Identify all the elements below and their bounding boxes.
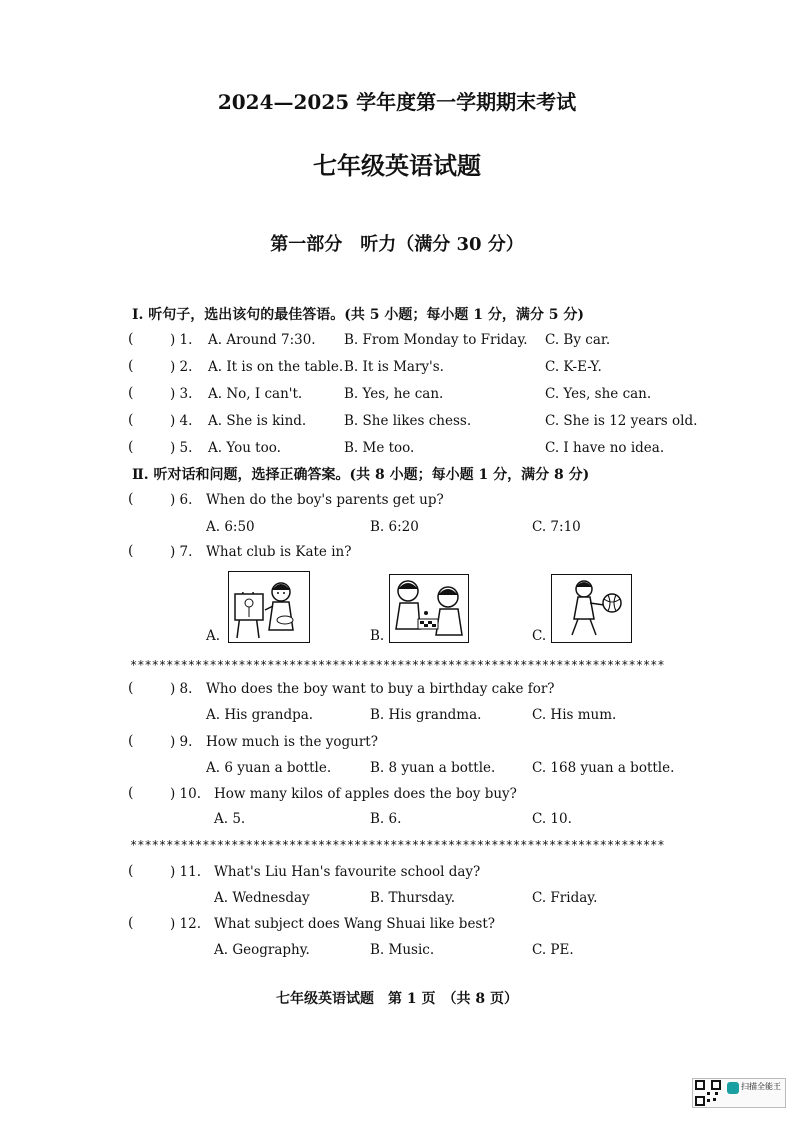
question-number: ) 1. — [170, 332, 193, 348]
question-text: When do the boy's parents get up? — [206, 492, 444, 508]
option-b: B. Yes, he can. — [344, 386, 444, 402]
volleyball-girl-icon — [552, 575, 631, 642]
option-a: A. Wednesday — [214, 890, 310, 906]
painting-club-picture — [228, 571, 310, 643]
question-text: Who does the boy want to buy a birthday cake for? — [206, 681, 555, 697]
option-b: B. 6:20 — [370, 519, 419, 535]
answer-blank[interactable]: ( — [128, 543, 134, 559]
chess-players-icon — [390, 575, 468, 642]
answer-blank[interactable]: ( — [128, 412, 134, 428]
answer-blank[interactable]: ( — [128, 358, 134, 374]
question-text: How many kilos of apples does the boy buy? — [214, 786, 517, 802]
section2-title: Ⅱ. 听对话和问题，选择正确答案。(共 8 小题；每小题 1 分，满分 8 分) — [132, 467, 590, 483]
option-c: C. K-E-Y. — [545, 359, 602, 375]
answer-blank[interactable]: ( — [128, 733, 134, 749]
question-number: ) 12. — [170, 916, 202, 932]
option-c: C. His mum. — [532, 707, 617, 723]
answer-blank[interactable]: ( — [128, 331, 134, 347]
option-a: A. — [206, 628, 221, 644]
option-c: C. Yes, she can. — [545, 386, 652, 402]
answer-blank[interactable]: ( — [128, 680, 134, 696]
answer-blank[interactable]: ( — [128, 863, 134, 879]
qr-code-icon — [695, 1080, 721, 1106]
question-text: What subject does Wang Shuai like best? — [214, 916, 496, 932]
option-a: A. His grandpa. — [206, 707, 314, 723]
volleyball-club-picture — [551, 574, 632, 643]
question-number: ) 2. — [170, 359, 193, 375]
answer-blank[interactable]: ( — [128, 785, 134, 801]
divider-stars: ************************************************************************** — [130, 658, 665, 672]
option-a: A. It is on the table. — [208, 359, 344, 375]
option-c: C. 7:10 — [532, 519, 581, 535]
option-a: A. Around 7:30. — [208, 332, 316, 348]
option-c: C. 10. — [532, 811, 572, 827]
question-number: ) 11. — [170, 864, 202, 880]
option-c: C. She is 12 years old. — [545, 413, 698, 429]
part-title: 第一部分 听力（满分 30 分） — [270, 234, 524, 255]
question-number: ) 5. — [170, 440, 193, 456]
answer-blank[interactable]: ( — [128, 491, 134, 507]
option-b: B. His grandma. — [370, 707, 482, 723]
option-b: B. 8 yuan a bottle. — [370, 760, 496, 776]
section1-title: Ⅰ. 听句子，选出该句的最佳答语。(共 5 小题；每小题 1 分，满分 5 分) — [132, 307, 585, 323]
page-footer: 七年级英语试题 第 1 页 （共 8 页） — [276, 991, 518, 1007]
chess-club-picture — [389, 574, 469, 643]
question-number: ) 9. — [170, 734, 193, 750]
option-a: A. No, I can't. — [208, 386, 303, 402]
answer-blank[interactable]: ( — [128, 385, 134, 401]
subject-title: 七年级英语试题 — [313, 151, 481, 180]
option-a: A. 5. — [214, 811, 246, 827]
painting-girl-icon — [229, 572, 309, 642]
option-a: A. Geography. — [214, 942, 310, 958]
option-a: A. 6 yuan a bottle. — [206, 760, 332, 776]
answer-blank[interactable]: ( — [128, 439, 134, 455]
exam-title: 2024—2025 学年度第一学期期末考试 — [217, 90, 577, 114]
scanner-watermark — [692, 1078, 786, 1108]
option-a: A. She is kind. — [208, 413, 307, 429]
question-text: What's Liu Han's favourite school day? — [214, 864, 481, 880]
option-c: C. PE. — [532, 942, 574, 958]
question-number: ) 10. — [170, 786, 202, 802]
question-text: What club is Kate in? — [206, 544, 352, 560]
option-c: C. Friday. — [532, 890, 598, 906]
question-text: How much is the yogurt? — [206, 734, 378, 750]
divider-stars: ************************************************************************** — [130, 838, 665, 852]
question-number: ) 3. — [170, 386, 193, 402]
option-b: B. From Monday to Friday. — [344, 332, 528, 348]
option-a: A. 6:50 — [206, 519, 255, 535]
option-c: C. I have no idea. — [545, 440, 665, 456]
option-b: B. Thursday. — [370, 890, 456, 906]
option-b: B. 6. — [370, 811, 402, 827]
option-c: C. — [532, 628, 547, 644]
app-logo-icon — [727, 1082, 739, 1094]
answer-blank[interactable]: ( — [128, 915, 134, 931]
option-c: C. By car. — [545, 332, 611, 348]
question-number: ) 4. — [170, 413, 193, 429]
option-b: B. Music. — [370, 942, 435, 958]
option-b: B. Me too. — [344, 440, 415, 456]
option-b: B. — [370, 628, 385, 644]
option-b: B. It is Mary's. — [344, 359, 444, 375]
watermark-label: 扫描全能王 — [741, 1082, 781, 1091]
option-a: A. You too. — [208, 440, 281, 456]
option-b: B. She likes chess. — [344, 413, 472, 429]
question-number: ) 7. — [170, 544, 193, 560]
question-number: ) 8. — [170, 681, 193, 697]
question-number: ) 6. — [170, 492, 193, 508]
option-c: C. 168 yuan a bottle. — [532, 760, 675, 776]
